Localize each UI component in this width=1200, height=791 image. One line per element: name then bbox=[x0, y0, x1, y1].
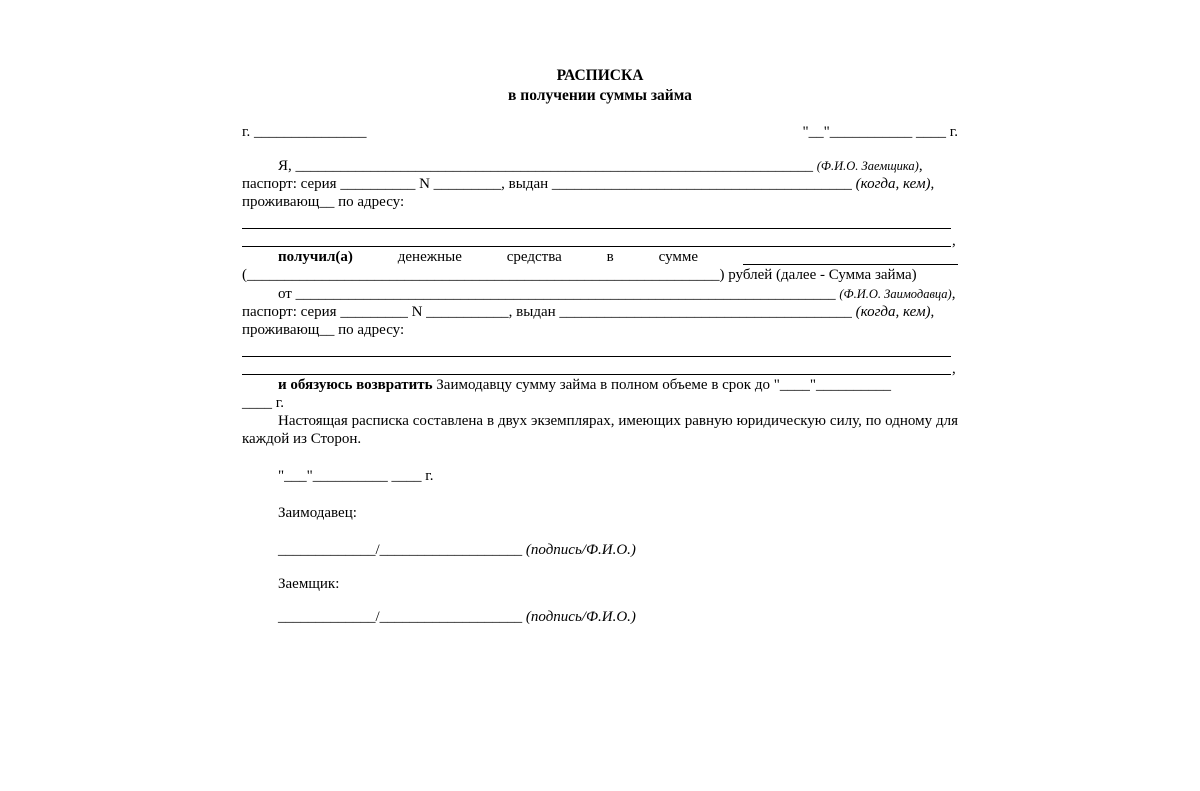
amount-line: (_______________________________________________________________) рублей (далее - Сумма займа) bbox=[242, 267, 917, 283]
received-line bbox=[242, 248, 958, 266]
lender-passport-line bbox=[242, 303, 934, 321]
borrower-signature-blank: _____________/___________________ bbox=[278, 609, 523, 625]
copies-paragraph: Настоящая расписка составлена в двух экземплярах, имеющих равную юридическую силу, по одному для каждой из Сторон. bbox=[242, 413, 958, 447]
borrower-passport-line bbox=[242, 175, 934, 193]
received-word-3: средства bbox=[506, 249, 562, 265]
received-word-4: в bbox=[606, 249, 614, 265]
lender-address-comma: , bbox=[952, 361, 956, 377]
lender-label: Заимодавец: bbox=[278, 505, 357, 521]
borrower-address-comma: , bbox=[952, 233, 956, 249]
borrower-passport-hint: (когда, кем) bbox=[855, 176, 931, 192]
obligation-text: Заимодавцу сумму займа в полном объеме в срок до "____"__________ bbox=[432, 377, 891, 393]
lender-name-blank: от ________________________________________________________________________ bbox=[278, 286, 836, 302]
borrower-name-blank: Я, _____________________________________________________________________ bbox=[278, 158, 814, 174]
obligation-line bbox=[242, 376, 891, 394]
lender-address-rule-1 bbox=[242, 356, 951, 357]
document-title: РАСПИСКА bbox=[556, 67, 644, 84]
borrower-name-comma: , bbox=[918, 158, 923, 174]
received-word-5: сумме bbox=[658, 249, 699, 265]
lender-passport-hint: (когда, кем) bbox=[855, 304, 931, 320]
obligation-line-2: ____ г. bbox=[242, 395, 284, 411]
document-subtitle: в получении суммы займа bbox=[508, 87, 692, 104]
borrower-signature-hint: (подпись/Ф.И.О.) bbox=[525, 609, 636, 625]
received-sum-blank bbox=[743, 248, 958, 265]
lender-passport-blank: паспорт: серия _________ N ___________, выдан _______________________________________ bbox=[242, 304, 852, 320]
borrower-address-rule-1 bbox=[242, 228, 951, 229]
borrower-name-line bbox=[242, 157, 994, 175]
lender-name-comma: , bbox=[951, 286, 956, 302]
lender-name-hint: (Ф.И.О. Заимодавца) bbox=[839, 287, 952, 301]
lender-signature-blank: _____________/___________________ bbox=[278, 542, 523, 558]
received-word-1: получил(а) bbox=[278, 249, 353, 265]
borrower-label: Заемщик: bbox=[278, 576, 340, 592]
sign-date: "___"__________ ____ г. bbox=[278, 468, 434, 484]
lender-signature-hint: (подпись/Ф.И.О.) bbox=[525, 542, 636, 558]
lender-address-label: проживающ__ по адресу: bbox=[242, 322, 405, 338]
lender-name-line bbox=[242, 285, 955, 303]
city-line: г. _______________ bbox=[242, 124, 367, 140]
received-word-2: денежные bbox=[397, 249, 462, 265]
borrower-address-rule-2 bbox=[242, 246, 951, 247]
borrower-address-label: проживающ__ по адресу: bbox=[242, 194, 405, 210]
lender-address-rule-2 bbox=[242, 374, 951, 375]
obligation-bold: и обязуюсь возвратить bbox=[278, 377, 433, 393]
lender-passport-comma: , bbox=[930, 304, 935, 320]
lender-signature-line bbox=[242, 541, 636, 559]
borrower-passport-blank: паспорт: серия __________ N _________, выдан ________________________________________ bbox=[242, 176, 852, 192]
date-line: "__"___________ ____ г. bbox=[802, 124, 958, 140]
borrower-signature-line bbox=[242, 608, 636, 626]
borrower-name-hint: (Ф.И.О. Заемщика) bbox=[816, 159, 919, 173]
borrower-passport-comma: , bbox=[930, 176, 935, 192]
